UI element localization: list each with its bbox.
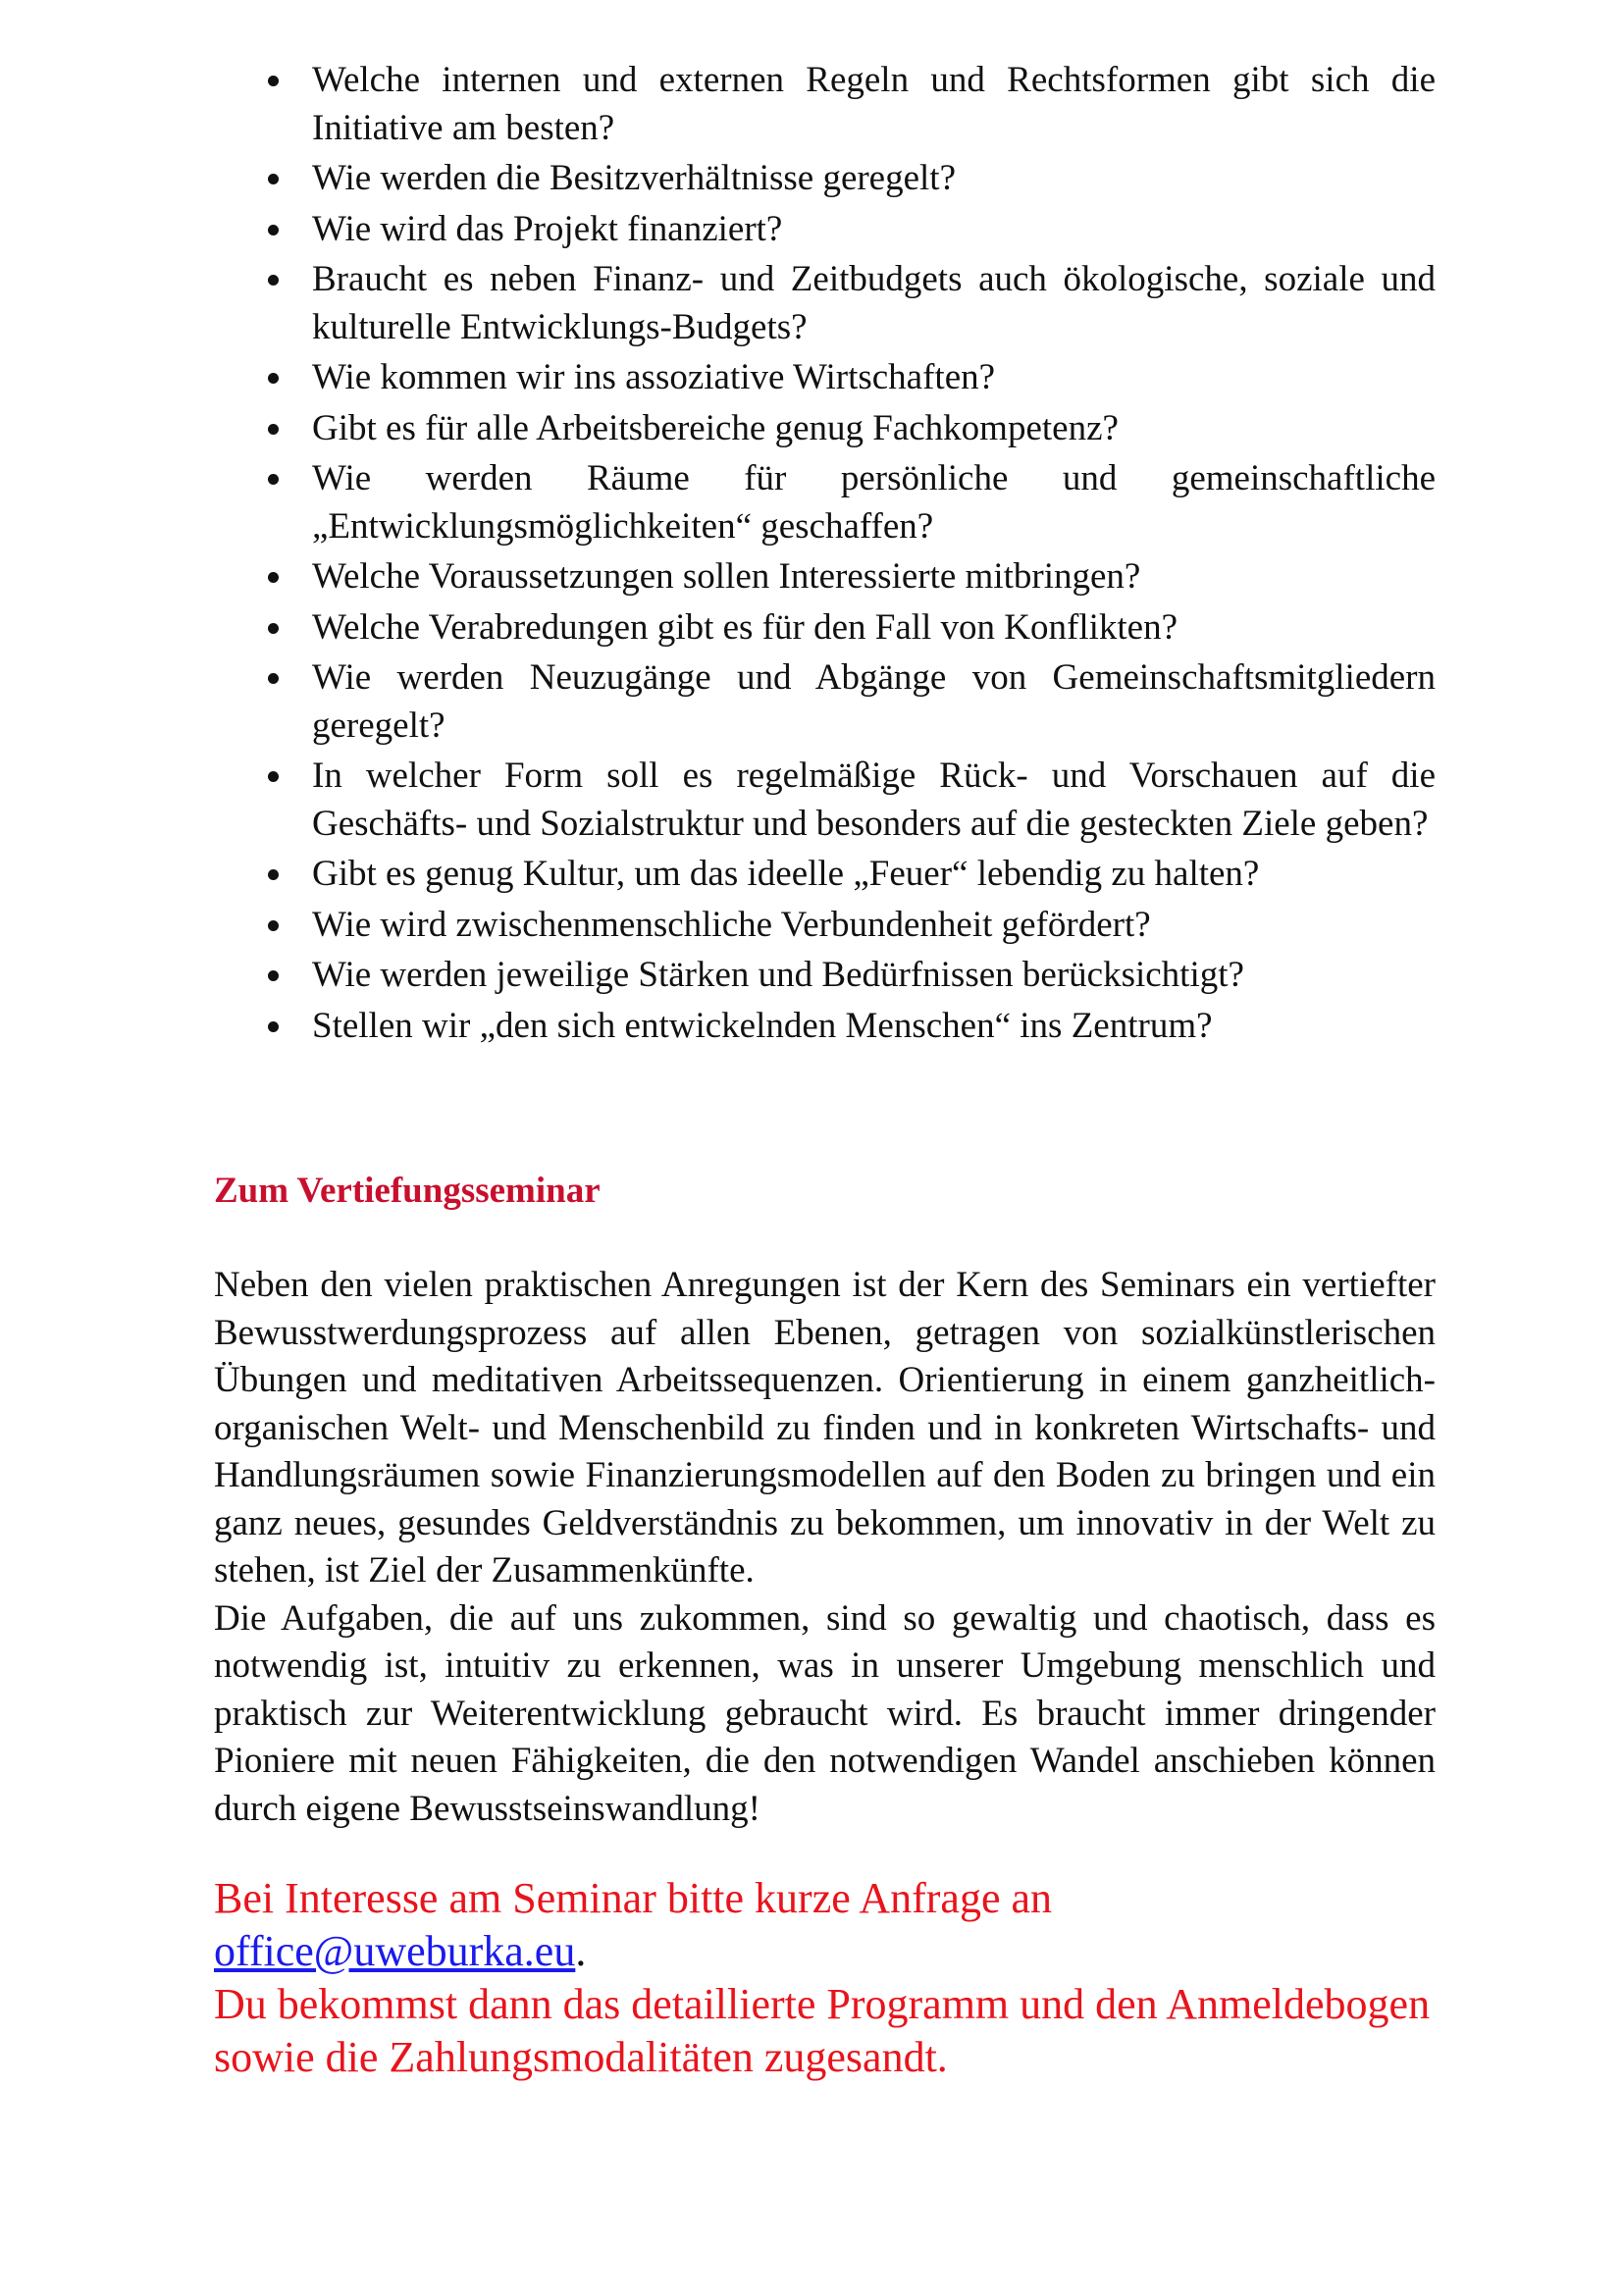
- list-item: Wie werden Neuzugänge und Abgänge von Gemeinschaftsmitgliedern geregelt?: [214, 654, 1436, 750]
- email-period: .: [575, 1927, 587, 1975]
- bullet-icon: [268, 225, 279, 235]
- bullet-icon: [268, 424, 279, 435]
- document-page: [214, 57, 1436, 2084]
- section-heading: Zum Vertiefungsseminar: [214, 1171, 601, 1211]
- list-item: Welche internen und externen Regeln und Rechtsformen gibt sich die Initiative am besten?: [214, 57, 1436, 152]
- bullet-icon: [268, 1021, 279, 1032]
- bullet-icon: [268, 275, 279, 286]
- list-item: In welcher Form soll es regelmäßige Rück- und Vorschauen auf die Geschäfts- und Sozialstruktur und besonders auf die gesteckten Ziele geben?: [214, 753, 1436, 848]
- list-item: Wie wird zwischenmenschliche Verbundenheit gefördert?: [214, 902, 1436, 950]
- cta-info: Du bekommst dann das detaillierte Programm und den Anmeldebogen sowie die Zahlungsmodalitäten zugesandt.: [214, 1980, 1431, 2081]
- list-item: Wie werden die Besitzverhältnisse geregelt?: [214, 155, 1436, 203]
- bullet-icon: [268, 920, 279, 931]
- bullet-icon: [268, 970, 279, 981]
- email-link[interactable]: office@uweburka.eu: [214, 1927, 576, 1975]
- bullet-icon: [268, 174, 279, 184]
- list-item: Stellen wir „den sich entwickelnden Menschen“ ins Zentrum?: [214, 1003, 1436, 1051]
- list-item: Wie werden jeweilige Stärken und Bedürfnissen berücksichtigt?: [214, 952, 1436, 1000]
- paragraph: Die Aufgaben, die auf uns zukommen, sind so gewaltig und chaotisch, dass es notwendig ist, intuitiv zu erkennen, was in unserer Umgebung menschlich und praktisch zur Weiterentwicklung gebraucht wird. Es braucht immer dringender Pioniere mit neuen Fähigkeiten, die den notwendigen Wandel anschieben können durch eigene Bewusstseinswandlung!: [214, 1597, 1436, 1829]
- list-item: Gibt es genug Kultur, um das ideelle „Feuer“ lebendig zu halten?: [214, 851, 1436, 899]
- bullet-icon: [268, 572, 279, 583]
- list-item: Wie wird das Projekt finanziert?: [214, 206, 1436, 254]
- bullet-icon: [268, 673, 279, 684]
- question-list: [214, 57, 1436, 1050]
- list-item: Wie werden Räume für persönliche und gemeinschaftliche „Entwicklungsmöglichkeiten“ geschaffen?: [214, 455, 1436, 550]
- list-item: Gibt es für alle Arbeitsbereiche genug Fachkompetenz?: [214, 405, 1436, 453]
- bullet-icon: [268, 771, 279, 782]
- bullet-icon: [268, 474, 279, 485]
- section-body: [214, 1262, 1436, 1833]
- bullet-icon: [268, 869, 279, 880]
- list-item: Welche Verabredungen gibt es für den Fall von Konflikten?: [214, 604, 1436, 652]
- bullet-icon: [268, 623, 279, 634]
- bullet-icon: [268, 373, 279, 384]
- bullet-icon: [268, 76, 279, 86]
- paragraph: Neben den vielen praktischen Anregungen ist der Kern des Seminars ein vertiefter Bewusstwerdungsprozess auf allen Ebenen, getragen von sozialkünstlerischen Übungen und meditativen Arbeitssequenzen. Orientierung in einem ganzheitlich-organischen Welt- und Menschenbild zu finden und in konkreten Wirtschafts- und Handlungsräumen sowie Finanzierungsmodellen auf den Boden zu bringen und ein ganz neues, gesundes Geldverständnis zu bekommen, um innovativ in der Welt zu stehen, ist Ziel der Zusammenkünfte.: [214, 1265, 1436, 1591]
- cta-line: Bei Interesse am Seminar bitte kurze Anfrage an office@uweburka.eu.: [214, 1874, 1053, 1975]
- list-item: Welche Voraussetzungen sollen Interessierte mitbringen?: [214, 553, 1436, 601]
- contact-call-to-action: [214, 1872, 1436, 2084]
- list-item: Braucht es neben Finanz- und Zeitbudgets auch ökologische, soziale und kulturelle Entwicklungs-Budgets?: [214, 256, 1436, 351]
- list-item: Wie kommen wir ins assoziative Wirtschaften?: [214, 354, 1436, 402]
